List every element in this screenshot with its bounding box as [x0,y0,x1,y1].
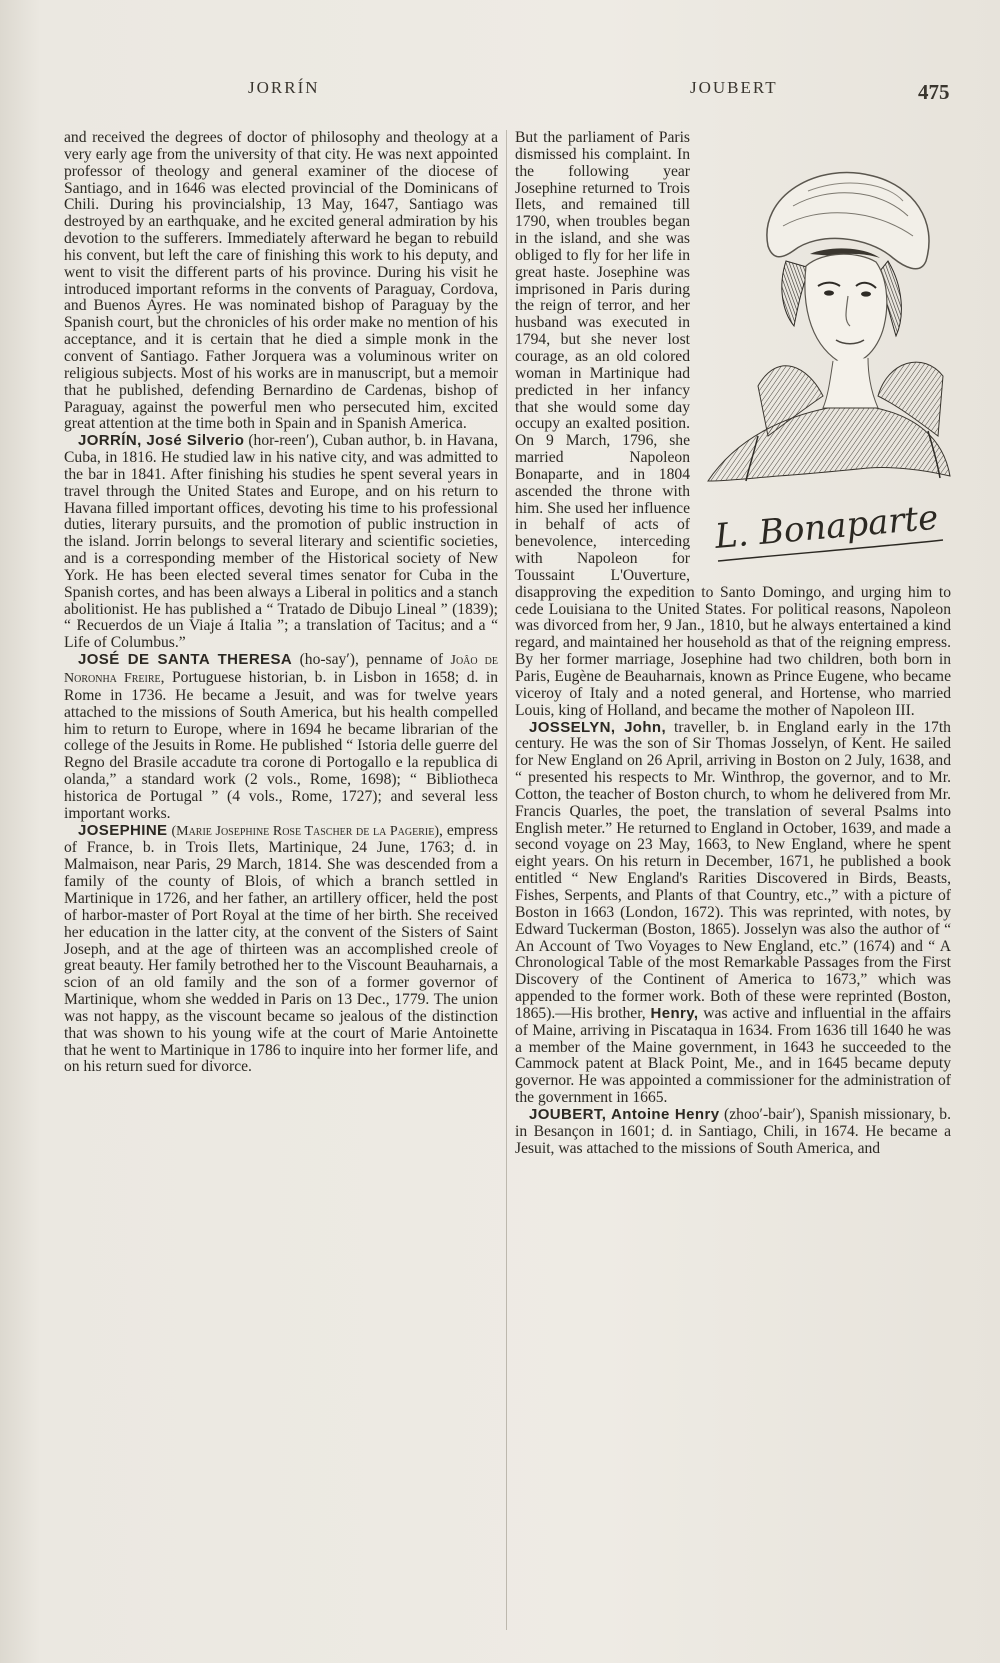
portrait-engraving [698,136,951,578]
josephine-continuation-text: But the parliament of Paris dismissed his complaint. In the following year Josephine returned to Trois Ilets, and remained till 1790, when troubles began in the island, and she was obliged to fly for her life in great haste. Josephine was imprisoned in Paris during the reign of terror, and her husband was executed in 1794, but she never lost courage, as an old colored woman in Martinique had predicted in her infancy that she would some day occupy an exalted position. On 9 March, 1796, she married Napoleon Bonaparte, and in 1804 ascended the throne with him. She used her influence in behalf of acts of benevolence, interceding with Napoleon for Toussaint L'Ouverture, disapproving the expedition to Santo Domingo, and urging him to cede Louisiana to the United States. For political reasons, Napoleon was divorced from her, 9 Jan., 1810, but he always entertained a kind regard, and maintained her household as that of the reigning empress. By her former marriage, Josephine had two children, both born in Paris, Eugène de Beauharnais, known as Prince Eugene, who became viceroy of Italy and a noted general, and Hortense, who married Louis, king of Holland, and became the mother of Napoleon III. [515,130,951,719]
headword-josselyn: JOSSELYN, John, [529,718,667,736]
running-head-right: JOUBERT [690,78,778,97]
entry-josselyn [515,720,951,1107]
entry-jose-realname: Joâo de Noronha Freire [64,653,498,686]
entry-josselyn-body-1: traveller, b. in England early in the 17th century. He was the son of Sir Thomas Josselyn, of Kent. He sailed for New England on 26 April, arriving in Boston on 2 July, 1638, and “ presented his respects to Mr. Winthrop, the governor, and to Mr. Cotton, the teacher of Boston church, to whom he delivered from Mr. Francis Quarles, the poet, the translation of several Psalms into English meter.” He returned to England in October, 1639, and made a second voyage on 23 May, 1663, to New England, where he spent eight years. On his return in December, 1671, he published a book entitled “ New England's Rarities Discovered in Birds, Beasts, Fishes, Serpents, and Plants of that Country, etc.,” with a picture of Boston in 1663 (London, 1672). This was reprinted, with notes, by Edward Tuckerman (Boston, 1865). Josselyn was also the author of “ An Account of Two Voyages to New England, etc.” (1674) and “ A Chronological Table of the most Remarkable Passages from the First Discovery of the Continent of America to 1673,” which was appended to the former work. Both of these were reprinted (Boston, 1865).—His brother, [515,718,951,1022]
running-head-left: JORRÍN [248,78,320,97]
right-column [515,130,951,1635]
entry-joubert-body: (zhoo′-bair′), Spanish missionary, b. in Besançon in 1601; d. in Santiago, Chili, in 1674. He became a Jesuit, was attached to the missions of South America, and [515,1105,951,1157]
josephine-portrait [698,136,951,578]
josephine-continuation [515,130,951,720]
entry-josephine [64,823,498,1077]
signature-text: L. Bonaparte [713,497,940,557]
entry-jose [64,652,498,822]
entry-joubert [515,1107,951,1158]
entry-jose-body-2: , Portuguese historian, b. in Lisbon in 1658; d. in Rome in 1736. He became a Jesuit, and was for twelve years attached to the missions of South America, but his health compelled him to return to Europe, where in 1694 he became librarian of the college of the Jesuits in Rome. He published “ Istoria delle guerre del Regno del Brasile accadute tra corone di Portogallo e la republica di olanda,” a standard work (2 vols., Rome, 1698); “ Bibliotheca historica de Portugal ” (4 vols., Rome, 1727); and several less important works. [64,669,498,822]
left-column [64,130,498,1635]
jorquera-continuation: and received the degrees of doctor of philosophy and theology at a very early age from the university of that city. He was next appointed professor of theology and general examiner of the diocese of Santiago, and in 1646 was elected provincial of the Dominicans of Chili. During his provincialship, 13 May, 1647, Santiago was destroyed by an earthquake, and he excited general admiration by his devotion to the sufferers. Immediately afterward he began to rebuild his convent, but left the care of finishing this work to his deputy, and went to visit the different parts of his province. During his visit he introduced important reforms in the convents of Paraguay, Cordova, and Buenos Ayres. He was nominated bishop of Paraguay by the Spanish court, but the chronicles of his order make no mention of his acceptance, and it is certain that he died a simple monk in the convent of Santiago. Father Jorquera was a voluminous writer on religious subjects. Most of his works are in manuscript, but a memoir that he published, defending Bernardino de Cardenas, bishop of Paraguay, against the powerful men who persecuted him, excited great attention at the time both in Spain and in Spanish America. [64,130,498,433]
entry-josephine-body: , empress of France, b. in Trois Ilets, Martinique, 24 June, 1763; d. in Malmaison, near Paris, 29 March, 1814. She was descended from a family of the county of Blois, of which a branch settled in Martinique in 1726, and her father, an artillery officer, held the post of harbor-master of Port Royal at the time of her birth. She received her education in the latter city, at the convent of the Sisters of Saint Joseph, and at the age of thirteen was an accomplished creole of great beauty. Her family betrothed her to the Viscount Beauharnais, a scion of an old family and the son of a former governor of Martinique, whom she wedded in Paris on 13 Dec., 1779. The union was not happy, as the viscount became so jealous of the distinction that was shown to his young wife at the court of Marie Antoinette that he went to Martinique in 1786 to inquire into her former life, and on his return sued for divorce. [64,821,498,1076]
entry-josephine-fullname: (Marie Josephine Rose Tascher de la Pagerie) [171,823,439,839]
entry-josselyn-body-2: was active and influential in the affairs of Maine, arriving in Piscataqua in 1634. From 1636 till 1640 he was a member of the Maine government, in 1643 he succeeded to the Cammock patent at Black Point, Me., and in 1645 became deputy governor. He was appointed a commissioner for the administration of the government in 1665. [515,1004,951,1107]
entry-jorrin [64,433,498,652]
headword-josephine: JOSEPHINE [78,821,168,839]
headword-jorrin: JORRÍN, José Silverio [78,432,245,450]
column-divider [506,130,507,1630]
entry-jorrin-body: (hor-reen′), Cuban author, b. in Havana, Cuba, in 1816. He studied law in his native city, and was admitted to the bar in 1841. After finishing his studies he spent several years in travel through the United States and Europe, and on his return to Havana filled important offices, devoting his time to his professional duties, literary pursuits, and the promotion of public instruction in the island. Jorrin belongs to several literary and scientific societies, and is a corresponding member of the Historical society of New York. He has been elected several times senator for Cuba in the Spanish cortes, and has been always a Liberal in politics and a stanch abolitionist. He has published a “ Tratado de Dibujo Lineal ” (1839); “ Recuerdos de un Viaje á Italia ”; a translation of Tacitus; and a “ Life of Columbus.” [64,432,498,652]
headword-jose: JOSÉ DE SANTA THERESA [78,651,293,669]
page-number: 475 [918,80,950,104]
headword-henry: Henry, [650,1004,699,1022]
headword-joubert: JOUBERT, Antoine Henry [529,1105,720,1123]
entry-jose-body-1: (ho-say′), penname of [299,651,451,669]
